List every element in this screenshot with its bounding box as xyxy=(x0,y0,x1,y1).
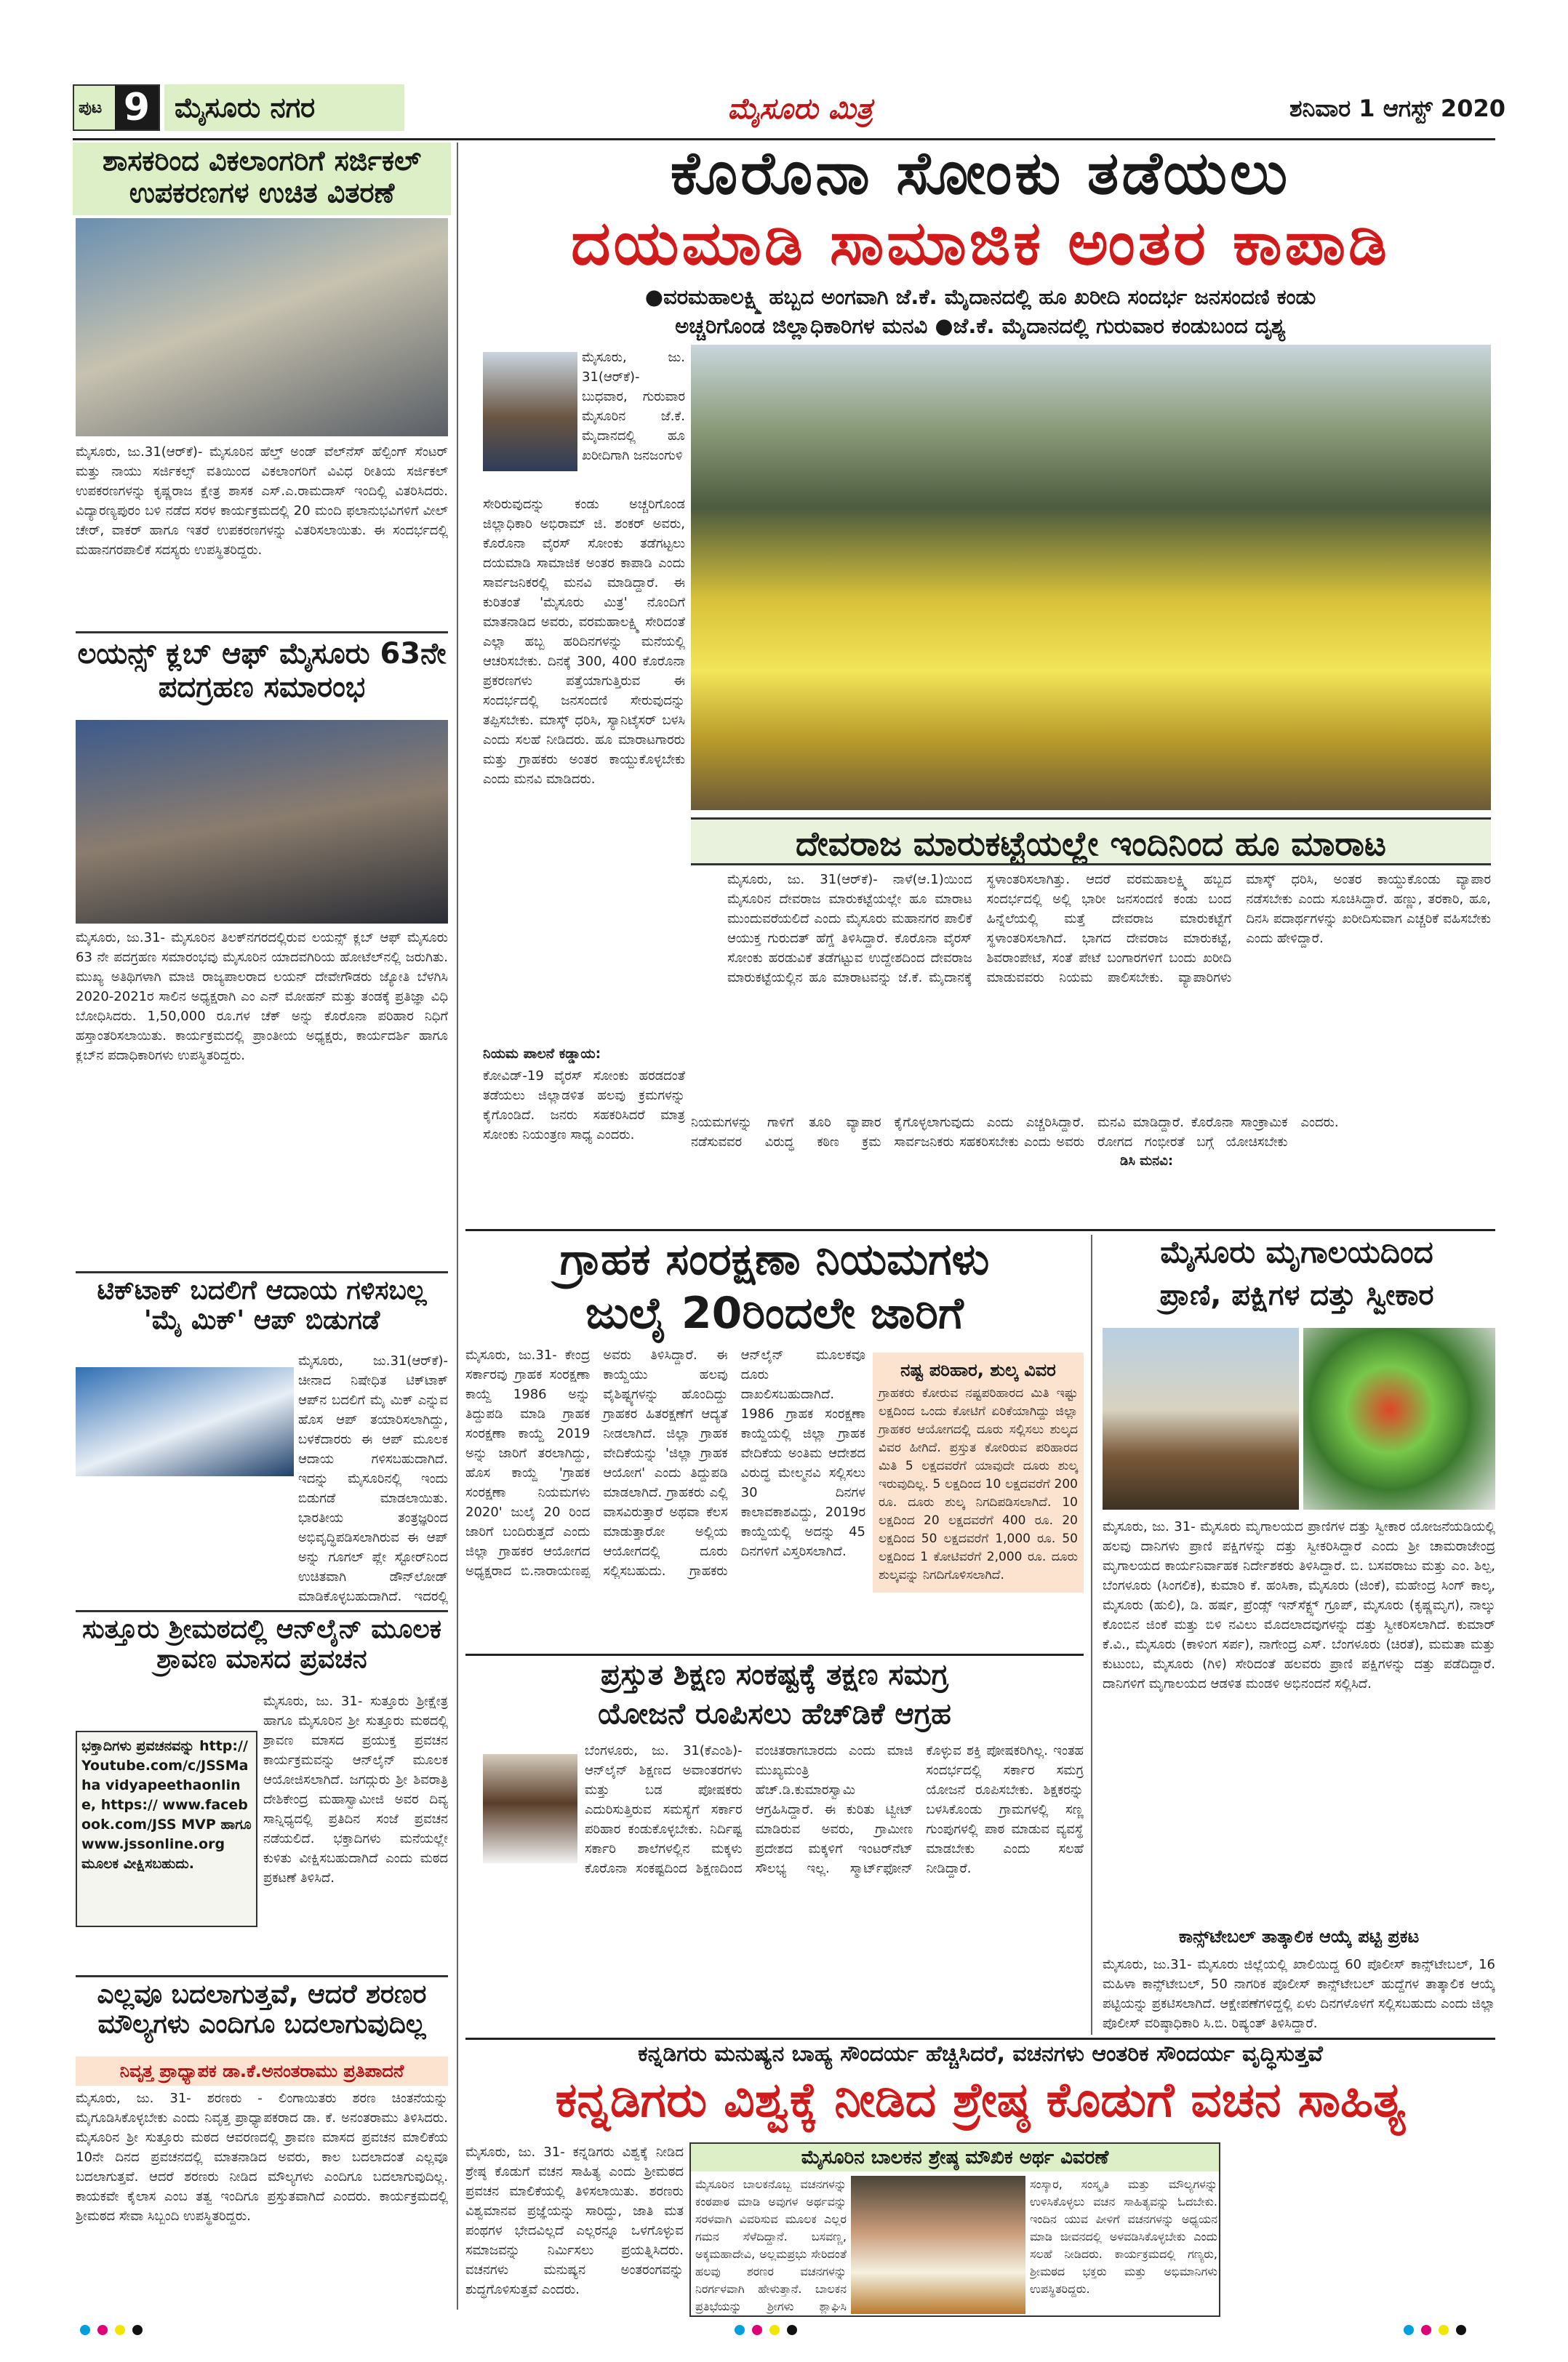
zoo-photo-parrot xyxy=(1303,1328,1495,1510)
story-2-photo xyxy=(76,720,448,924)
education-headline-2: ಯೋಜನೆ ರೂಪಿಸಲು ಹೆಚ್‌ಡಿಕೆ ಆಗ್ರಹ xyxy=(598,1697,951,1731)
section-name: ಮೈಸೂರು ನಗರ xyxy=(164,84,404,131)
flower-body-2: ನಿಯಮಗಳನ್ನು ಗಾಳಿಗೆ ತೂರಿ ವ್ಯಾಪಾರ ನಡೆಸುವವರ ವಿರುದ್ಧ ಕಠಿಣ ಕ್ರಮ ಕೈಗೊಳ್ಳಲಾಗುವುದು ಎಂದು ಎಚ್ಚರಿಸಿದ್ದಾರೆ. ಸಾರ್ವಜನಿಕರು ಸಹಕರಿಸಬೇಕು ಎಂದು ಅವರು ಮನವಿ ಮಾಡಿದ್ದಾರೆ. ಕೊರೊನಾ ಸಾಂಕ್ರಾಮಿಕ ರೋಗದ ಗಂಭೀರತೆ ಬಗ್ಗೆ ಯೋಚಿಸಬೇಕು ಎಂದರು. xyxy=(691,1115,1339,1150)
lead-body: ಸೇರಿರುವುದನ್ನು ಕಂಡು ಅಚ್ಚರಿಗೊಂಡ ಜಿಲ್ಲಾಧಿಕಾರಿ ಅಭಿರಾಮ್ ಜಿ. ಶಂಕರ್ ಅವರು, ಕೊರೊನಾ ವೈರಸ್ ಸೋಂಕು ತಡೆಗಟ್ಟಲು ದಯಮಾಡಿ ಸಾಮಾಜಿಕ ಅಂತರ ಕಾಪಾಡಿ ಎಂದು ಸಾರ್ವಜನಿಕರಲ್ಲಿ ಮನವಿ ಮಾಡಿದ್ದಾರೆ. ಈ ಕುರಿತಂತೆ 'ಮೈಸೂರು ಮಿತ್ರ' ನೊಂದಿಗೆ ಮಾತನಾಡಿದ ಅವರು, ವರಮಹಾಲಕ್ಷ್ಮಿ ಸೇರಿದಂತೆ ಎಲ್ಲಾ ಹಬ್ಬ ಹರಿದಿನಗಳನ್ನು ಮನೆಯಲ್ಲಿ ಆಚರಿಸಬೇಕು. ದಿನಕ್ಕೆ 300, 400 ಕೊರೊನಾ ಪ್ರಕರಣಗಳು ಪತ್ತೆಯಾಗುತ್ತಿರುವ ಈ ಸಂದರ್ಭದಲ್ಲಿ ಜನಸಂದಣಿ ಸೇರುವುದನ್ನು ತಪ್ಪಿಸಬೇಕು. ಮಾಸ್ಕ್ ಧರಿಸಿ, ಸ್ಯಾನಿಟೈಸರ್ ಬಳಸಿ ಎಂದು ಸಲಹೆ ನೀಡಿದರು. ಹೂ ಮಾರಾಟಗಾರರು ಮತ್ತು ಗ್ರಾಹಕರು ಅಂತರ ಕಾಯ್ದುಕೊಳ್ಳಬೇಕು ಎಂದು ಮನವಿ ಮಾಡಿದರು. xyxy=(483,497,685,787)
vachana-body: ಮೈಸೂರು, ಜು. 31- ಕನ್ನಡಿಗರು ವಿಶ್ವಕ್ಕೆ ನೀಡಿದ ಶ್ರೇಷ್ಠ ಕೊಡುಗೆ ವಚನ ಸಾಹಿತ್ಯ ಎಂದು ಶ್ರೀಮಠದ ಪ್ರವಚನ ಮಾಲಿಕೆಯಲ್ಲಿ ತಿಳಿಸಲಾಯಿತು. ಶರಣರು ವಿಶ್ವಮಾನವ ಪ್ರಜ್ಞೆಯನ್ನು ಸಾರಿದ್ದು, ಜಾತಿ ಮತ ಪಂಥಗಳ ಭೇದವಿಲ್ಲದೆ ಎಲ್ಲರನ್ನೂ ಒಳಗೊಳ್ಳುವ ಸಮಾಜವನ್ನು ನಿರ್ಮಿಸಲು ಪ್ರಯತ್ನಿಸಿದರು. ವಚನಗಳು ಮನುಷ್ಯನ ಅಂತರಂಗವನ್ನು ಶುದ್ಧಗೊಳಿಸುತ್ತವೆ ಎಂದರು. xyxy=(465,2145,684,2297)
section-rule xyxy=(465,1229,1495,1231)
story-3-body-lower xyxy=(76,1481,448,1606)
lead-headline-1: ಕೊರೊನಾ ಸೋಂಕು ತಡೆಯಲು xyxy=(670,140,1291,208)
column-rule xyxy=(457,143,458,2310)
consumer-fee-box-title: ನಷ್ಟ ಪರಿಹಾರ, ಶುಲ್ಕ ವಿವರ xyxy=(900,1360,1056,1380)
lead-headline-2: ದಯಮಾಡಿ ಸಾಮಾಜಿಕ ಅಂತರ ಕಾಪಾಡಿ xyxy=(571,208,1390,279)
zoo-subhead: ಕಾನ್ಸ್‌ಟೇಬಲ್ ತಾತ್ಕಾಲಿಕ ಆಯ್ಕೆ ಪಟ್ಟಿ ಪ್ರಕಟ xyxy=(1178,1927,1420,1947)
divider xyxy=(76,1610,448,1612)
vachana-boy-photo xyxy=(851,2176,1025,2314)
consumer-headline-1: ಗ್ರಾಹಕ ಸಂರಕ್ಷಣಾ ನಿಯಮಗಳು xyxy=(559,1235,990,1285)
story-3-headline: ಟಿಕ್‌ಟಾಕ್ ಬದಲಿಗೆ ಆದಾಯ ಗಳಿಸಬಲ್ಲ 'ಮೈ ಮಿಕ್' ಆಪ್ ಬಿಡುಗಡೆ xyxy=(97,1276,427,1336)
flower-subhead-inline: ಡಿಸಿ ಮನವಿ: xyxy=(1120,1153,1174,1169)
story-1-body: ಮೈಸೂರು, ಜು.31(ಆರ್‌ಕೆ)- ಮೈಸೂರಿನ ಹೆಲ್ತ್ ಅಂಡ್ ವೆಲ್‌ನೆಸ್ ಹೆಲ್ಪಿಂಗ್ ಸೆಂಟರ್ ಮತ್ತು ನಾಯು ಸರ್ಜಿಕಲ್ಸ್ ವತಿಯಿಂದ ವಿಕಲಾಂಗರಿಗೆ ವಿವಿಧ ರೀತಿಯ ಸರ್ಜಿಕಲ್ ಉಪಕರಣಗಳನ್ನು ಕೃಷ್ಣರಾಜ ಕ್ಷೇತ್ರ ಶಾಸಕ ಎಸ್.ಎ.ರಾಮದಾಸ್ ಇಂದಿಲ್ಲಿ ವಿತರಿಸಿದರು. ವಿದ್ಯಾರಣ್ಯಪುರಂ ಬಳಿ ನಡೆದ ಸರಳ ಕಾರ್ಯಕ್ರಮದಲ್ಲಿ 20 ಮಂದಿ ಫಲಾನುಭವಿಗಳಿಗೆ ವೀಲ್ ಚೇರ್, ವಾಕರ್ ಹಾಗೂ ಇತರೆ ಉಪಕರಣಗಳನ್ನು ವಿತರಿಸಲಾಯಿತು. ಈ ಸಂದರ್ಭದಲ್ಲಿ ಮಹಾನಗರಪಾಲಿಕೆ ಸದಸ್ಯರು ಉಪಸ್ಥಿತರಿದ್ದರು. xyxy=(76,444,448,558)
divider xyxy=(76,1975,448,1977)
registration-marks-left xyxy=(80,2324,182,2339)
zoo-photo-deer xyxy=(1103,1328,1299,1510)
vachana-headline: ಕನ್ನಡಿಗರು ವಿಶ್ವಕ್ಕೆ ನೀಡಿದ ಶ್ರೇಷ್ಠ ಕೊಡುಗೆ ವಚನ ಸಾಹಿತ್ಯ xyxy=(555,2073,1406,2128)
vachana-kicker: ಕನ್ನಡಿಗರು ಮನುಷ್ಯನ ಬಾಹ್ಯ ಸೌಂದರ್ಯ ಹೆಚ್ಚಿಸಿದರೆ, ವಚನಗಳು ಆಂತರಿಕ ಸೌಂದರ್ಯ ವೃದ್ಧಿಸುತ್ತವೆ xyxy=(638,2042,1323,2067)
consumer-fee-box-body: ಗ್ರಾಹಕರು ಕೋರುವ ನಷ್ಟಪರಿಹಾರದ ಮಿತಿ ಇಷ್ಟು ಲಕ್ಷದಿಂದ ಒಂದು ಕೋಟಿಗೆ ಏರಿಕೆಯಾಗಿದ್ದು ಜಿಲ್ಲಾ ಗ್ರಾಹಕರ ಆಯೋಗದಲ್ಲಿ ದೂರು ಸಲ್ಲಿಸಲು ಶುಲ್ಕದ ವಿವರ ಹೀಗಿದೆ. ಪ್ರಸ್ತುತ ಕೋರಿರುವ ಪರಿಹಾರದ ಮಿತಿ 5 ಲಕ್ಷದವರೆಗೆ ಯಾವುದೇ ದೂರು ಶುಲ್ಕ ಇರುವುದಿಲ್ಲ. 5 ಲಕ್ಷದಿಂದ 10 ಲಕ್ಷದವರೆಗೆ 200 ರೂ. ದೂರು ಶುಲ್ಕ ನಿಗದಿಪಡಿಸಲಾಗಿದೆ. 10 ಲಕ್ಷದಿಂದ 20 ಲಕ್ಷದವರೆಗೆ 400 ರೂ. 20 ಲಕ್ಷದಿಂದ 50 ಲಕ್ಷದವರೆಗೆ 1,000 ರೂ. 50 ಲಕ್ಷದಿಂದ 1 ಕೋಟಿವರೆಗೆ 2,000 ರೂ. ದೂರು ಶುಲ್ಕವನ್ನು ನಿಗದಿಗೊಳಿಸಲಾಗಿದೆ. xyxy=(879,1386,1078,1582)
lead-subhead-1: ●ವರಮಹಾಲಕ್ಷ್ಮಿ ಹಬ್ಬದ ಅಂಗವಾಗಿ ಜೆ.ಕೆ. ಮೈದಾನದಲ್ಲಿ ಹೂ ಖರೀದಿ ಸಂದರ್ಭ ಜನಸಂದಣಿ ಕಂಡು xyxy=(644,285,1316,309)
lead-subhead-2: ಅಚ್ಚರಿಗೊಂಡ ಜಿಲ್ಲಾಧಿಕಾರಿಗಳ ಮನವಿ ●ಜೆ.ಕೆ. ಮೈದಾನದಲ್ಲಿ ಗುರುವಾರ ಕಂಡುಬಂದ ದೃಶ್ಯ xyxy=(675,314,1286,338)
page-number-badge xyxy=(73,84,160,131)
lead-dateline: ಮೈಸೂರು, ಜು. 31(ಆರ್‌ಕೆ)- ಬುಧವಾರ, ಗುರುವಾರ ಮೈಸೂರಿನ ಜೆ.ಕೆ. ಮೈದಾನದಲ್ಲಿ ಹೂ ಖರೀದಿಗಾಗಿ ಜನಜಂಗುಳಿ xyxy=(582,350,685,463)
issue-date: ಶನಿವಾರ 1 ಆಗಸ್ಟ್ 2020 xyxy=(1289,95,1505,122)
story-5-body: ಮೈಸೂರು, ಜು. 31- ಶರಣರು - ಲಿಂಗಾಯಿತರು ಶರಣ ಚಿಂತನೆಯನ್ನು ಮೈಗೂಡಿಸಿಕೊಳ್ಳಬೇಕು ಎಂದು ನಿವೃತ್ತ ಪ್ರಾಧ್ಯಾಪಕರಾದ ಡಾ. ಕೆ. ಅನಂತರಾಮು ತಿಳಿಸಿದರು. ಮೈಸೂರಿನ ಶ್ರೀ ಸುತ್ತೂರು ಮಠದ ಆವರಣದಲ್ಲಿ ಶ್ರಾವಣ ಮಾಸದ ಪ್ರವಚನ ಮಾಲಿಕೆಯ 10ನೇ ದಿನದ ಪ್ರವಚನದಲ್ಲಿ ಮಾತನಾಡಿದ ಅವರು, ಕಾಲ ಬದಲಾದಂತೆ ಎಲ್ಲವೂ ಬದಲಾಗುತ್ತವೆ. ಆದರೆ ಶರಣರು ನೀಡಿದ ಮೌಲ್ಯಗಳು ಎಂದಿಗೂ ಬದಲಾಗುವುದಿಲ್ಲ. ಕಾಯಕವೇ ಕೈಲಾಸ ಎಂಬ ತತ್ವ ಇಂದಿಗೂ ಪ್ರಸ್ತುತವಾಗಿದೆ ಎಂದರು. ಕಾರ್ಯಕ್ರಮದಲ್ಲಿ ಶ್ರೀಮಠದ ಸೇವಾ ಸಿಬ್ಬಂದಿ ಉಪಸ್ಥಿತರಿದ್ದರು. xyxy=(76,2091,448,2224)
story-1-headline: ಶಾಸಕರಿಂದ ವಿಕಲಾಂಗರಿಗೆ ಸರ್ಜಿಕಲ್ ಉಪಕರಣಗಳ ಉಚಿತ ವಿತರಣೆ xyxy=(73,143,451,215)
registration-marks-center xyxy=(735,2324,836,2339)
story-3-body: ಮೈಸೂರು, ಜು.31(ಆರ್‌ಕೆ)- ಚೀನಾದ ನಿಷೇಧಿತ ಟಿಕ್‌ಟಾಕ್ ಆಪ್‌ನ ಬದಲಿಗೆ ಮೈ ಮಿಕ್ ಎನ್ನುವ ಹೊಸ ಆಪ್ ತಯಾರಿಸಲಾಗಿದ್ದು, ಬಳಕೆದಾರರು ಈ ಆಪ್ ಮೂಲಕ ಆದಾಯ ಗಳಿಸಬಹುದಾಗಿದೆ. ಇದನ್ನು ಮೈಸೂರಿನಲ್ಲಿ ಇಂದು ಬಿಡುಗಡೆ ಮಾಡಲಾಯಿತು. ಭಾರತೀಯ ತಂತ್ರಜ್ಞರಿಂದ ಅಭಿವೃದ್ಧಿಪಡಿಸಲಾಗಿರುವ ಈ ಆಪ್ ಅನ್ನು ಗೂಗಲ್ ಪ್ಲೇ ಸ್ಟೋರ್‌ನಿಂದ ಉಚಿತವಾಗಿ ಡೌನ್‌ಲೋಡ್ ಮಾಡಿಕೊಳ್ಳಬಹುದಾಗಿದೆ. ಇದರಲ್ಲಿ xyxy=(298,1353,448,1604)
zoo-headline-2: ಪ್ರಾಣಿ, ಪಕ್ಷಿಗಳ ದತ್ತು ಸ್ವೀಕಾರ xyxy=(1159,1278,1434,1312)
registration-marks-right xyxy=(1404,2324,1505,2339)
lead-body-2: ಕೋವಿಡ್-19 ವೈರಸ್ ಸೋಂಕು ಹರಡದಂತೆ ತಡೆಯಲು ಜಿಲ್ಲಾಡಳಿತ ಹಲವು ಕ್ರಮಗಳನ್ನು ಕೈಗೊಂಡಿದೆ. ಜನರು ಸಹಕರಿಸಿದರೆ ಮಾತ್ರ ಸೋಂಕು ನಿಯಂತ್ರಣ ಸಾಧ್ಯ ಎಂದರು. xyxy=(483,1068,685,1142)
zoo-body: ಮೈಸೂರು, ಜು. 31- ಮೈಸೂರು ಮೃಗಾಲಯದ ಪ್ರಾಣಿಗಳ ದತ್ತು ಸ್ವೀಕಾರ ಯೋಜನೆಯಡಿಯಲ್ಲಿ ಹಲವು ದಾನಿಗಳು ಪ್ರಾಣಿ ಪಕ್ಷಿಗಳನ್ನು ದತ್ತು ಸ್ವೀಕರಿಸಿದ್ದಾರೆ ಎಂದು ಶ್ರೀ ಚಾಮರಾಜೇಂದ್ರ ಮೃಗಾಲಯದ ಕಾರ್ಯನಿರ್ವಾಹಕ ನಿರ್ದೇಶಕರು ತಿಳಿಸಿದ್ದಾರೆ. ಬಿ. ಬಸವರಾಜು ಮತ್ತು ಎಂ. ಶಿಲ್ಪ, ಬೆಂಗಳೂರು (ಸಿಂಗಲಿಕ), ಕುಮಾರಿ ಕೆ. ಹಂಸಿಕಾ, ಮೈಸೂರು (ಜಿಂಕೆ), ಮಹೇಂದ್ರ ಸಿಂಗ್ ಕಾಲ್ಕ, ಮೈಸೂರು (ಹುಲಿ), ಡಿ. ಹರ್ಷ, ಪ್ರೆಂಡ್ಸ್ ಇನ್‌ಸೆಕ್ಟ್ಸ್ ಗ್ರೂಪ್, ಮೈಸೂರು (ಕೃಷ್ಣಮೃಗ), ನಾಲ್ಕು ಕೊಂಬಿನ ಜಿಂಕೆ ಮತ್ತು ಬಿಳಿ ನವಿಲು ಮೊದಲಾದವುಗಳನ್ನು ದತ್ತು ಸ್ವೀಕರಿಸಲಾಗಿದೆ. ಕುಮಾರ್ ಕೆ.ವಿ., ಮೈಸೂರು (ಕಾಳಿಂಗ ಸರ್ಪ), ನಾಗೇಂದ್ರ ಎಸ್. ಬೆಂಗಳೂರು (ಚಿರತೆ), ಮಮತಾ ಮತ್ತು ಕುಟುಂಬ, ಮೈಸೂರು (ಗಿಳಿ) ಸೇರಿದಂತೆ ಹಲವರು ಪ್ರಾಣಿ ಪಕ್ಷಿಗಳನ್ನು ದತ್ತು ಪಡೆದಿದ್ದಾರೆ. ದಾನಿಗಳಿಗೆ ಮೃಗಾಲಯದ ಆಡಳಿತ ಮಂಡಳಿ ಅಭಿನಂದನೆ ಸಲ್ಲಿಸಿದೆ. xyxy=(1103,1519,1495,1692)
story-1-photo xyxy=(76,218,448,436)
flower-body: ಮೈಸೂರು, ಜು. 31(ಆರ್‌ಕೆ)- ನಾಳೆ(ಆ.1)ಯಿಂದ ಮೈಸೂರಿನ ದೇವರಾಜ ಮಾರುಕಟ್ಟೆಯಲ್ಲೇ ಹೂ ಮಾರಾಟ ಮುಂದುವರೆಯಲಿದೆ ಎಂದು ಮೈಸೂರು ಮಹಾನಗರ ಪಾಲಿಕೆ ಆಯುಕ್ತ ಗುರುದತ್ ಹೆಗ್ಡೆ ತಿಳಿಸಿದ್ದಾರೆ. ಕೊರೊನಾ ವೈರಸ್ ಸೋಂಕು ಹರಡುವಿಕೆ ತಡೆಗಟ್ಟುವ ಉದ್ದೇಶದಿಂದ ದೇವರಾಜ ಮಾರುಕಟ್ಟೆಯಲ್ಲಿನ ಹೂ ಮಾರಾಟವನ್ನು ಜೆ.ಕೆ. ಮೈದಾನಕ್ಕೆ ಸ್ಥಳಾಂತರಿಸಲಾಗಿತ್ತು. ಆದರೆ ವರಮಹಾಲಕ್ಷ್ಮಿ ಹಬ್ಬದ ಸಂದರ್ಭದಲ್ಲಿ ಅಲ್ಲಿ ಭಾರೀ ಜನಸಂದಣಿ ಕಂಡು ಬಂದ ಹಿನ್ನೆಲೆಯಲ್ಲಿ ಮತ್ತೆ ದೇವರಾಜ ಮಾರುಕಟ್ಟೆಗೆ ಸ್ಥಳಾಂತರಿಸಲಾಗಿದೆ. ಭಾಗದ ದೇವರಾಜ ಮಾರುಕಟ್ಟೆ, ಶಿವರಾಂಪೇಟೆ, ಸಂತೆ ಪೇಟೆ ಬಂಗಾರಗಳಿಗೆ ಬಂದು ಖರೀದಿ ಮಾಡುವವರು ನಿಯಮ ಪಾಲಿಸಬೇಕು. ವ್ಯಾಪಾರಿಗಳು ಮಾಸ್ಕ್ ಧರಿಸಿ, ಅಂತರ ಕಾಯ್ದುಕೊಂಡು ವ್ಯಾಪಾರ ನಡೆಸಬೇಕು ಎಂದು ಸೂಚಿಸಿದ್ದಾರೆ. ಹಣ್ಣು, ತರಕಾರಿ, ಹೂ, ದಿನಸಿ ಪದಾರ್ಥಗಳನ್ನು ಖರೀದಿಸುವಾಗ ಎಚ್ಚರಿಕೆ ವಹಿಸಬೇಕು ಎಂದು ಹೇಳಿದ್ದಾರೆ. xyxy=(727,872,1491,985)
consumer-body: ಮೈಸೂರು, ಜು.31- ಕೇಂದ್ರ ಸರ್ಕಾರವು ಗ್ರಾಹಕ ಸಂರಕ್ಷಣಾ ಕಾಯ್ದೆ 1986 ಅನ್ನು ತಿದ್ದುಪಡಿ ಮಾಡಿ ಗ್ರಾಹಕ ಸಂರಕ್ಷಣಾ ಕಾಯ್ದೆ 2019 ಅನ್ನು ಜಾರಿಗೆ ತರಲಾಗಿದ್ದು, ಹೊಸ ಕಾಯ್ದೆ 'ಗ್ರಾಹಕ ಸಂರಕ್ಷಣಾ ನಿಯಮಗಳು 2020' ಜುಲೈ 20 ರಿಂದ ಜಾರಿಗೆ ಬಂದಿರುತ್ತದೆ ಎಂದು ಜಿಲ್ಲಾ ಗ್ರಾಹಕರ ಆಯೋಗದ ಅಧ್ಯಕ್ಷರಾದ ಬಿ.ನಾರಾಯಣಪ್ಪ ಅವರು ತಿಳಿಸಿದ್ದಾರೆ. ಈ ಕಾಯ್ದೆಯು ಹಲವು ವೈಶಿಷ್ಟ್ಯಗಳನ್ನು ಹೊಂದಿದ್ದು ಗ್ರಾಹಕರ ಹಿತರಕ್ಷಣೆಗೆ ಆದ್ಯತೆ ನೀಡಲಾಗಿದೆ. ಜಿಲ್ಲಾ ಗ್ರಾಹಕ ವೇದಿಕೆಯನ್ನು 'ಜಿಲ್ಲಾ ಗ್ರಾಹಕ ಆಯೋಗ' ಎಂದು ತಿದ್ದುಪಡಿ ಮಾಡಲಾಗಿದೆ. ಗ್ರಾಹಕರು ಎಲ್ಲಿ ವಾಸವಿರುತ್ತಾರೆ ಅಥವಾ ಕೆಲಸ ಮಾಡುತ್ತಾರೋ ಅಲ್ಲಿಯ ಆಯೋಗದಲ್ಲಿ ದೂರು ಸಲ್ಲಿಸಬಹುದು. ಗ್ರಾಹಕರು ಆನ್‌ಲೈನ್ ಮೂಲಕವೂ ದೂರು ದಾಖಲಿಸಬಹುದಾಗಿದೆ. 1986 ಗ್ರಾಹಕ ಸಂರಕ್ಷಣಾ ಕಾಯ್ದೆಯಲ್ಲಿ ಜಿಲ್ಲಾ ಗ್ರಾಹಕ ವೇದಿಕೆಯ ಅಂತಿಮ ಆದೇಶದ ವಿರುದ್ಧ ಮೇಲ್ಮನವಿ ಸಲ್ಲಿಸಲು 30 ದಿನಗಳ ಕಾಲಾವಕಾಶವಿದ್ದು, 2019ರ ಕಾಯ್ದೆಯಲ್ಲಿ ಅದನ್ನು 45 ದಿನಗಳಿಗೆ ವಿಸ್ತರಿಸಲಾಗಿದೆ. xyxy=(465,1348,865,1579)
page-number: 9 xyxy=(115,84,159,131)
flower-headline: ದೇವರಾಜ ಮಾರುಕಟ್ಟೆಯಲ್ಲೇ ಇಂದಿನಿಂದ ಹೂ ಮಾರಾಟ xyxy=(691,817,1491,865)
vachana-box-body: ಮೈಸೂರಿನ ಬಾಲಕನೊಬ್ಬ ವಚನಗಳನ್ನು ಕಂಠಪಾಠ ಮಾಡಿ ಅವುಗಳ ಅರ್ಥವನ್ನು ಸರಳವಾಗಿ ವಿವರಿಸುವ ಮೂಲಕ ಎಲ್ಲರ ಗಮನ ಸೆಳೆದಿದ್ದಾನೆ. ಬಸವಣ್ಣ, ಅಕ್ಕಮಹಾದೇವಿ, ಅಲ್ಲಮಪ್ರಭು ಸೇರಿದಂತೆ ಹಲವು ಶರಣರ ವಚನಗಳನ್ನು ನಿರರ್ಗಳವಾಗಿ ಹೇಳುತ್ತಾನೆ. ಬಾಲಕನ ಪ್ರತಿಭೆಯನ್ನು ಶ್ರೀಗಳು ಶ್ಲಾಘಿಸಿ xyxy=(695,2177,847,2313)
column-rule xyxy=(1091,1235,1092,2035)
vachana-body-right xyxy=(1226,2142,1495,2317)
story-4-headline: ಸುತ್ತೂರು ಶ್ರೀಮಠದಲ್ಲಿ ಆನ್‌ಲೈನ್ ಮೂಲಕ ಶ್ರಾವಣ ಮಾಸದ ಪ್ರವಚನ xyxy=(82,1614,441,1675)
lead-author-photo xyxy=(483,352,577,471)
lead-photo-flower-market xyxy=(691,345,1491,810)
vachana-box xyxy=(689,2142,1220,2317)
divider xyxy=(76,1271,448,1273)
page-label: ಪುಟ xyxy=(79,99,103,117)
zoo-headline-1: ಮೈಸೂರು ಮೃಗಾಲಯದಿಂದ xyxy=(1160,1235,1433,1270)
education-headline-1: ಪ್ರಸ್ತುತ ಶಿಕ್ಷಣ ಸಂಕಷ್ಟಕ್ಕೆ ತಕ್ಷಣ ಸಮಗ್ರ xyxy=(601,1658,948,1692)
story-5-subhead: ನಿವೃತ್ತ ಪ್ರಾಧ್ಯಾಪಕ ಡಾ.ಕೆ.ಅನಂತರಾಮು ಪ್ರತಿಪಾದನೆ xyxy=(76,2057,448,2086)
story-4-body: ಮೈಸೂರು, ಜು. 31- ಸುತ್ತೂರು ಶ್ರೀಕ್ಷೇತ್ರ ಹಾಗೂ ಮೈಸೂರಿನ ಶ್ರೀ ಸುತ್ತೂರು ಮಠದಲ್ಲಿ ಶ್ರಾವಣ ಮಾಸದ ಪ್ರಯುಕ್ತ ಪ್ರವಚನ ಕಾರ್ಯಕ್ರಮವನ್ನು ಆನ್‌ಲೈನ್ ಮೂಲಕ ಆಯೋಜಿಸಲಾಗಿದೆ. ಜಗದ್ಗುರು ಶ್ರೀ ಶಿವರಾತ್ರಿ ದೇಶಿಕೇಂದ್ರ ಮಹಾಸ್ವಾಮೀಜಿ ಅವರ ದಿವ್ಯ ಸಾನ್ನಿಧ್ಯದಲ್ಲಿ ಪ್ರತಿದಿನ ಸಂಜೆ ಪ್ರವಚನ ನಡೆಯಲಿದೆ. ಭಕ್ತಾದಿಗಳು ಮನೆಯಲ್ಲೇ ಕುಳಿತು ವೀಕ್ಷಿಸಬಹುದಾಗಿದೆ ಎಂದು ಮಠದ ಪ್ರಕಟಣೆ ತಿಳಿಸಿದೆ. xyxy=(263,1694,448,1886)
story-4-link-box: ಭಕ್ತಾದಿಗಳು ಪ್ರವಚನವನ್ನು http:// Youtube.com/c/JSSMaha vidyapeethaonline, https:// www.facebook.com/JSS MVP ಹಾಗೂ www.jssonline.org ಮೂಲಕ ವೀಕ್ಷಿಸಬಹುದು. xyxy=(76,1731,257,1927)
story-2-headline: ಲಯನ್ಸ್ ಕ್ಲಬ್ ಆಫ್ ಮೈಸೂರು 63ನೇ ಪದಗ್ರಹಣ ಸಮಾರಂಭ xyxy=(77,637,447,704)
story-2-body: ಮೈಸೂರು, ಜು.31- ಮೈಸೂರಿನ ತಿಲಕ್‌ನಗರದಲ್ಲಿರುವ ಲಯನ್ಸ್ ಕ್ಲಬ್ ಆಫ್ ಮೈಸೂರು 63 ನೇ ಪದಗ್ರಹಣ ಸಮಾರಂಭವು ಮೈಸೂರಿನ ಯಾದವಗಿರಿಯ ಹೋಟೆಲ್‌ನಲ್ಲಿ ಜರುಗಿತು. ಮುಖ್ಯ ಅತಿಥಿಗಳಾಗಿ ಮಾಜಿ ರಾಜ್ಯಪಾಲರಾದ ಲಯನ್ ದೇವೇಗೌಡರು ಜ್ಯೋತಿ ಬೆಳಗಿಸಿ 2020-2021ರ ಸಾಲಿನ ಅಧ್ಯಕ್ಷರಾಗಿ ಎಂ ಎನ್ ಮೋಹನ್ ಮತ್ತು ತಂಡಕ್ಕೆ ಪ್ರತಿಜ್ಞಾ ವಿಧಿ ಬೋಧಿಸಿದರು. 1,50,000 ರೂ.ಗಳ ಚೆಕ್ ಅನ್ನು ಕೊರೊನಾ ಪರಿಹಾರ ನಿಧಿಗೆ ಹಸ್ತಾಂತರಿಸಲಾಯಿತು. ಕಾರ್ಯಕ್ರಮದಲ್ಲಿ ಪ್ರಾಂತೀಯ ಅಧ್ಯಕ್ಷರು, ಕಾರ್ಯದರ್ಶಿ ಹಾಗೂ ಕ್ಲಬ್‌ನ ಪದಾಧಿಕಾರಿಗಳು ಉಪಸ್ಥಿತರಿದ್ದರು. xyxy=(76,930,448,1063)
masthead: ಮೈಸೂರು ಮಿತ್ರ xyxy=(727,92,873,126)
story-5-headline: ಎಲ್ಲವೂ ಬದಲಾಗುತ್ತವೆ, ಆದರೆ ಶರಣರ ಮೌಲ್ಯಗಳು ಎಂದಿಗೂ ಬದಲಾಗುವುದಿಲ್ಲ xyxy=(97,1979,427,2040)
section-rule xyxy=(465,1654,1084,1656)
lead-subhead-inline: ನಿಯಮ ಪಾಲನೆ ಕಡ್ಡಾಯ: xyxy=(483,1046,601,1062)
education-body: ಬೆಂಗಳೂರು, ಜು. 31(ಕೆಎಂಶಿ)- ಆನ್‌ಲೈನ್ ಶಿಕ್ಷಣದ ಅವಾಂತರಗಳು ಮತ್ತು ಬಡ ಪೋಷಕರು ಎದುರಿಸುತ್ತಿರುವ ಸಮಸ್ಯೆಗೆ ಸರ್ಕಾರ ಪರಿಹಾರ ಕಂಡುಕೊಳ್ಳಬೇಕು. ನಿರ್ದಿಷ್ಟ ಸರ್ಕಾರಿ ಶಾಲೆಗಳಲ್ಲಿನ ಮಕ್ಕಳು ಕೊರೊನಾ ಸಂಕಷ್ಟದಿಂದ ಶಿಕ್ಷಣದಿಂದ ವಂಚಿತರಾಗಬಾರದು ಎಂದು ಮಾಜಿ ಮುಖ್ಯಮಂತ್ರಿ ಹೆಚ್.ಡಿ.ಕುಮಾರಸ್ವಾಮಿ ಆಗ್ರಹಿಸಿದ್ದಾರೆ. ಈ ಕುರಿತು ಟ್ವೀಟ್ ಮಾಡಿರುವ ಅವರು, ಗ್ರಾಮೀಣ ಪ್ರದೇಶದ ಮಕ್ಕಳಿಗೆ ಇಂಟರ್‌ನೆಟ್ ಸೌಲಭ್ಯ ಇಲ್ಲ. ಸ್ಮಾರ್ಟ್‌ಫೋನ್ ಕೊಳ್ಳುವ ಶಕ್ತಿ ಪೋಷಕರಿಗಿಲ್ಲ. ಇಂತಹ ಸಂದರ್ಭದಲ್ಲಿ ಸರ್ಕಾರ ಸಮಗ್ರ ಯೋಜನೆ ರೂಪಿಸಬೇಕು. ಶಿಕ್ಷಕರನ್ನು ಬಳಸಿಕೊಂಡು ಗ್ರಾಮಗಳಲ್ಲಿ ಸಣ್ಣ ಗುಂಪುಗಳಲ್ಲಿ ಪಾಠ ಮಾಡುವ ವ್ಯವಸ್ಥೆ ಮಾಡಬೇಕು ಎಂದು ಸಲಹೆ ನೀಡಿದ್ದಾರೆ. xyxy=(585,1743,1084,1876)
consumer-headline-2: ಜುಲೈ 20ರಿಂದಲೇ ಜಾರಿಗೆ xyxy=(585,1289,964,1339)
zoo-sub-body: ಮೈಸೂರು, ಜು.31- ಮೈಸೂರು ಜಿಲ್ಲೆಯಲ್ಲಿ ಖಾಲಿಯಿದ್ದ 60 ಪೊಲೀಸ್ ಕಾನ್ಸ್‌ಟೇಬಲ್, 16 ಮಹಿಳಾ ಕಾನ್ಸ್‌ಟೇಬಲ್, 50 ನಾಗರಿಕ ಪೊಲೀಸ್ ಕಾನ್ಸ್‌ಟೇಬಲ್ ಹುದ್ದೆಗಳ ತಾತ್ಕಾಲಿಕ ಆಯ್ಕೆ ಪಟ್ಟಿಯನ್ನು ಪ್ರಕಟಿಸಲಾಗಿದೆ. ಆಕ್ಷೇಪಣೆಗಳಿದ್ದಲ್ಲಿ ಏಳು ದಿನಗಳೊಳಗೆ ಸಲ್ಲಿಸಬಹುದು ಎಂದು ಜಿಲ್ಲಾ ಪೊಲೀಸ್ ವರಿಷ್ಠಾಧಿಕಾರಿ ಸಿ.ಬಿ. ರಿಷ್ಯಂತ್ ತಿಳಿಸಿದ್ದಾರೆ. xyxy=(1103,1957,1495,2031)
page-header xyxy=(0,80,1568,138)
consumer-fee-box xyxy=(873,1353,1084,1593)
consumer-body-lower xyxy=(465,1600,1084,1651)
divider xyxy=(76,631,448,633)
section-rule xyxy=(465,2038,1495,2040)
vachana-box-headline: ಮೈಸೂರಿನ ಬಾಲಕನ ಶ್ರೇಷ್ಠ ಮೌಖಿಕ ಅರ್ಥ ವಿವರಣೆ xyxy=(691,2144,1219,2171)
vachana-box-body-right: ಸಂಸ್ಕಾರ, ಸಂಸ್ಕೃತಿ ಮತ್ತು ಮೌಲ್ಯಗಳನ್ನು ಉಳಿಸಿಕೊಳ್ಳಲು ವಚನ ಸಾಹಿತ್ಯವನ್ನು ಓದಬೇಕು. ಇಂದಿನ ಯುವ ಪೀಳಿಗೆ ವಚನಗಳನ್ನು ಅಧ್ಯಯನ ಮಾಡಿ ಜೀವನದಲ್ಲಿ ಅಳವಡಿಸಿಕೊಳ್ಳಬೇಕು ಎಂದು ಸಲಹೆ ನೀಡಿದರು. ಕಾರ್ಯಕ್ರಮದಲ್ಲಿ ಗಣ್ಯರು, ಶ್ರೀಮಠದ ಭಕ್ತರು ಮತ್ತು ಅಭಿಮಾನಿಗಳು ಉಪಸ್ಥಿತರಿದ್ದರು. xyxy=(1030,2177,1217,2296)
